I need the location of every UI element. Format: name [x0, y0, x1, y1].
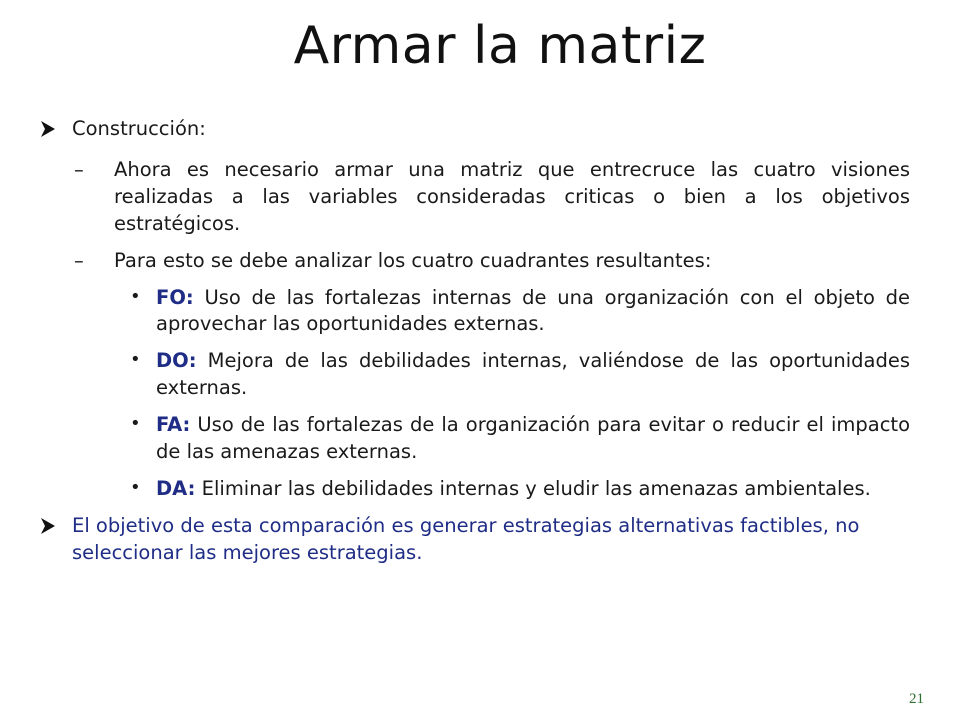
bullet-label: Construcción: — [72, 117, 206, 140]
quadrant-code: FO: — [156, 285, 194, 309]
quadrant-code: DA: — [156, 476, 196, 500]
quadrant-item-fa — [36, 412, 910, 466]
quadrant-code: FA: — [156, 413, 191, 437]
quadrant-code: DO: — [156, 349, 197, 373]
dash-text: Para esto se debe analizar los cuatro cuadrantes resultantes: — [114, 248, 712, 272]
arrowhead-bullet-icon — [38, 119, 58, 139]
dash-text: Ahora es necesario armar una matriz que entrecruce las cuatro visiones realizadas a las variables consideradas criticas o bien a los objetivos estratégicos. — [114, 157, 910, 235]
slide-body — [36, 116, 910, 581]
bullet-dot-icon: • — [130, 413, 141, 435]
bullet-objetivo — [36, 513, 910, 567]
quadrant-text: Uso de las fortalezas de la organización para evitar o reducir el impacto de las amenazas externas. — [156, 413, 911, 464]
slide-title: Armar la matriz — [293, 16, 707, 76]
dash-item-matriz — [36, 157, 910, 238]
dash-item-cuadrantes — [36, 248, 910, 275]
bullet-dot-icon: • — [130, 349, 141, 371]
quadrant-item-da — [36, 476, 910, 503]
bullet-dot-icon: • — [130, 285, 141, 307]
dash-marker: – — [74, 157, 84, 181]
bullet-text: El objetivo de esta comparación es generar estrategias alternativas factibles, no seleccionar las mejores estrategias. — [72, 513, 860, 564]
quadrant-text: Eliminar las debilidades internas y eludir las amenazas ambientales. — [201, 476, 871, 500]
quadrant-text: Mejora de las debilidades internas, valiéndose de las oportunidades externas. — [156, 349, 910, 400]
quadrant-item-fo — [36, 285, 910, 339]
bullet-dot-icon: • — [130, 476, 141, 498]
page-number: 21 — [909, 691, 924, 707]
arrowhead-bullet-icon — [38, 516, 58, 536]
quadrant-item-do — [36, 348, 910, 402]
bullet-construccion — [36, 116, 910, 143]
quadrant-text: Uso de las fortalezas internas de una organización con el objeto de aprovechar las oportunidades externas. — [156, 285, 911, 336]
dash-marker: – — [74, 248, 84, 272]
